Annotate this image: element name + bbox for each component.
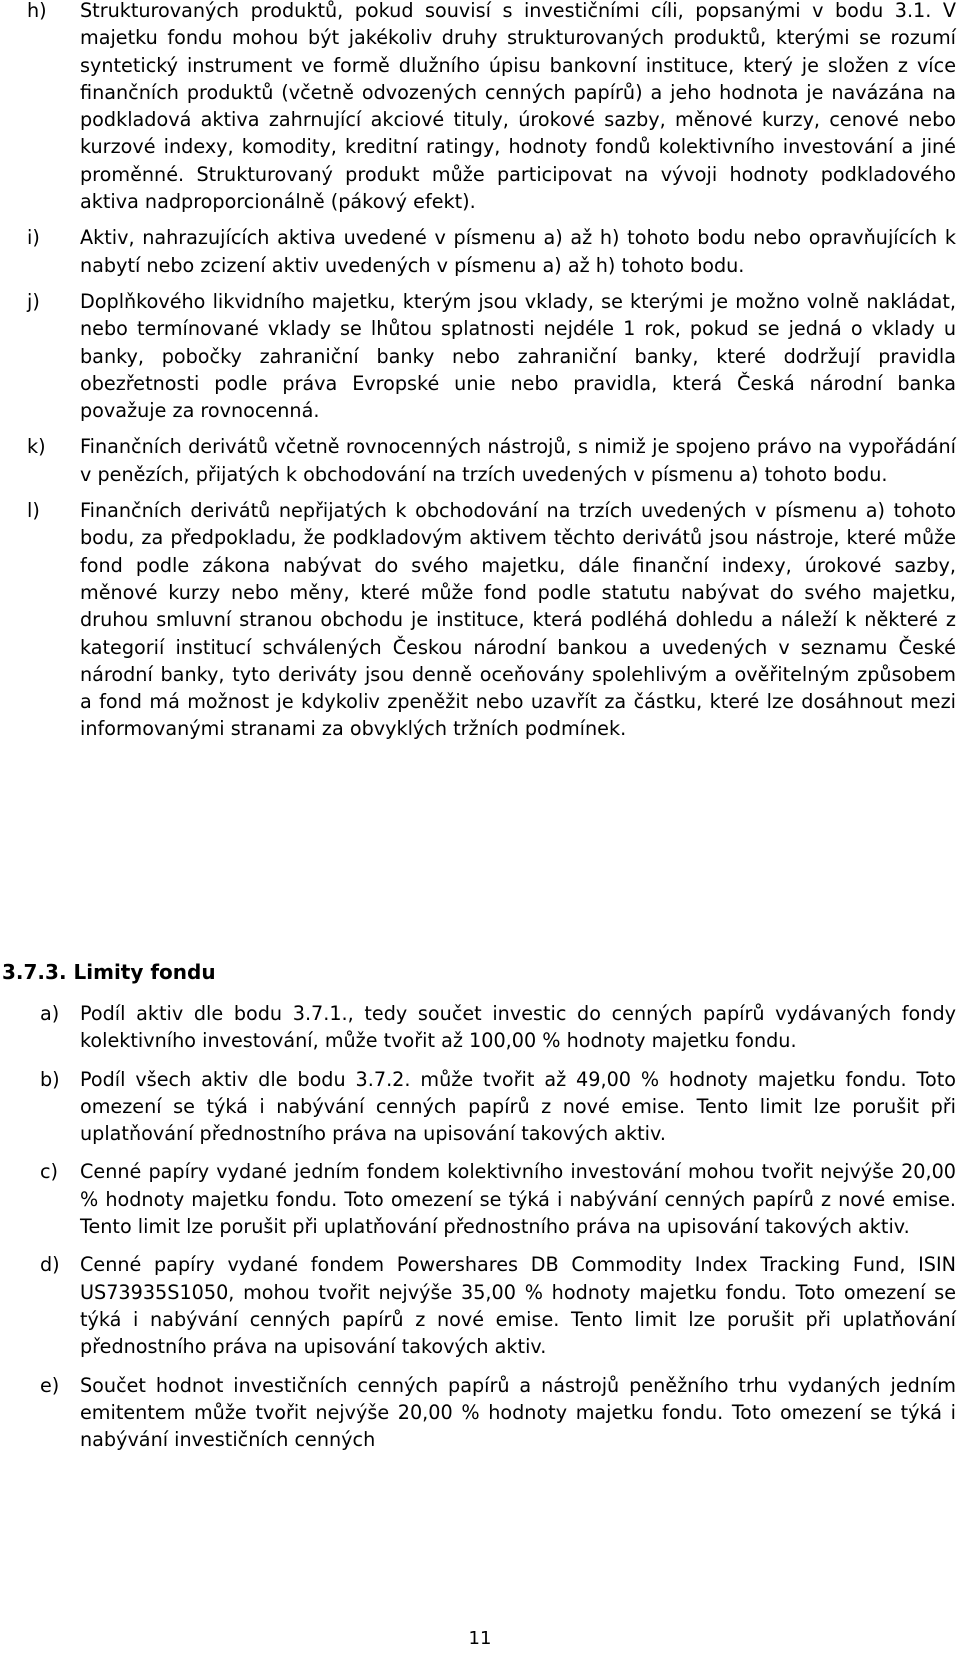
list-marker: b) [40,1067,60,1091]
list-item-text: Cenné papíry vydané fondem Powershares DB Commodity Index Tracking Fund, ISIN US73935S1050, mohou tvořit nejvýše 35,00 % hodnoty majetku fondu. Toto omezení se týká i nabývání cenných papírů z nové emise. Tento limit lze porušit při uplatňování přednostního práva na upisování takových aktiv. [80,1253,956,1359]
list-marker: c) [40,1160,59,1184]
section-heading: 3.7.3. Limity fondu [2,960,216,984]
list-item-k [0,433,960,488]
limit-item-d [0,1251,960,1360]
list-marker: j) [27,289,40,313]
list-marker: l) [27,499,40,523]
list-item-text: Cenné papíry vydané jedním fondem kolektivního investování mohou tvořit nejvýše 20,00 % hodnoty majetku fondu. Toto omezení se týká i nabývání cenných papírů z nové emise. Tento limit lze porušit při uplatňování přednostního práva na upisování takových aktiv. [80,1160,956,1239]
list-item-l [0,497,960,743]
limit-item-b [0,1066,960,1148]
limit-item-a [0,1000,960,1055]
list-marker: i) [27,226,40,250]
list-marker: d) [40,1253,60,1277]
list-marker: h) [27,0,47,22]
list-item-h [0,0,960,215]
list-marker: k) [27,435,46,459]
list-item-text: Doplňkového likvidního majetku, kterým jsou vklady, se kterými je možno volně nakládat, nebo termínované vklady se lhůtou splatnosti nejdéle 1 rok, pokud se jedná o vklady u banky, pobočky zahraniční banky nebo zahraniční banky, které dodržují pravidla obezřetnosti podle práva Evropské unie nebo pravidla, která Česká národní banka považuje za rovnocenná. [80,289,956,423]
list-item-j [0,288,960,424]
list-item-text: Finančních derivátů včetně rovnocenných nástrojů, s nimiž je spojeno právo na vypořádání v penězích, přijatých k obchodování na trzích uvedených v písmenu a) tohoto bodu. [80,435,956,486]
page-number: 11 [468,1628,492,1649]
list-item-text: Aktiv, nahrazujících aktiva uvedené v písmenu a) až h) tohoto bodu nebo opravňujících k nabytí nebo zcizení aktiv uvedených v písmenu a) až h) tohoto bodu. [80,226,956,277]
limit-item-e [0,1372,960,1454]
list-item-text: Součet hodnot investičních cenných papírů a nástrojů peněžního trhu vydaných jedním emitentem může tvořit nejvýše 20,00 % hodnoty majetku fondu. Toto omezení se týká i nabývání investičních cenných [80,1373,956,1452]
list-item-text: Strukturovaných produktů, pokud souvisí s investičními cíli, popsanými v bodu 3.1. V majetku fondu mohou být jakékoliv druhy strukturovaných produktů, kterými se rozumí syntetický instrument ve formě dlužního úpisu bankovní instituce, který je složen z více finančních produktů (včetně odvozených cenných papírů) a jeho hodnota je navázána na podkladová aktiva zahrnující akciové tituly, úrokové sazby, měnové kurzy, cenové nebo kurzové indexy, komodity, kreditní ratingy, hodnoty fondů kolektivního investování a jiné proměnné. Strukturovaný produkt může participovat na vývoji hodnoty podkladového aktiva nadproporcionálně (pákový efekt). [80,0,956,214]
list-marker: a) [40,1002,60,1025]
list-item-text: Podíl aktiv dle bodu 3.7.1., tedy součet investic do cenných papírů vydávaných fondy kolektivního investování, může tvořit až 100,00 % hodnoty majetku fondu. [80,1002,956,1053]
list-item-text: Podíl všech aktiv dle bodu 3.7.2. může tvořit až 49,00 % hodnoty majetku fondu. Toto omezení se týká i nabývání cenných papírů z nové emise. Tento limit lze porušit při uplatňování přednostního práva na upisování takových aktiv. [80,1067,956,1146]
list-marker: e) [40,1373,60,1397]
list-item-i [0,224,960,279]
limit-item-c [0,1158,960,1240]
investment-assets-list [0,0,960,752]
list-item-text: Finančních derivátů nepřijatých k obchodování na trzích uvedených v písmenu a) tohoto bodu, za předpokladu, že podkladovým aktivem těchto derivátů jsou nástroje, které může fond podle zákona nabývat do svého majetku, dále finanční indexy, úrokové sazby, měnové kurzy nebo měny, které může fond podle statutu nabývat do svého majetku, druhou smluvní stranou obchodu je instituce, která podléhá dohledu a náleží k některé z kategorií institucí schválených Českou národní bankou a uvedených v seznamu České národní banky, tyto deriváty jsou denně oceňovány spolehlivým a ověřitelným způsobem a fond má možnost je kdykoliv zpeněžit nebo uzavřít za částku, které lze dosáhnout mezi informovanými stranami za obvyklých tržních podmínek. [80,499,956,741]
fund-limits-list [0,1000,960,1464]
